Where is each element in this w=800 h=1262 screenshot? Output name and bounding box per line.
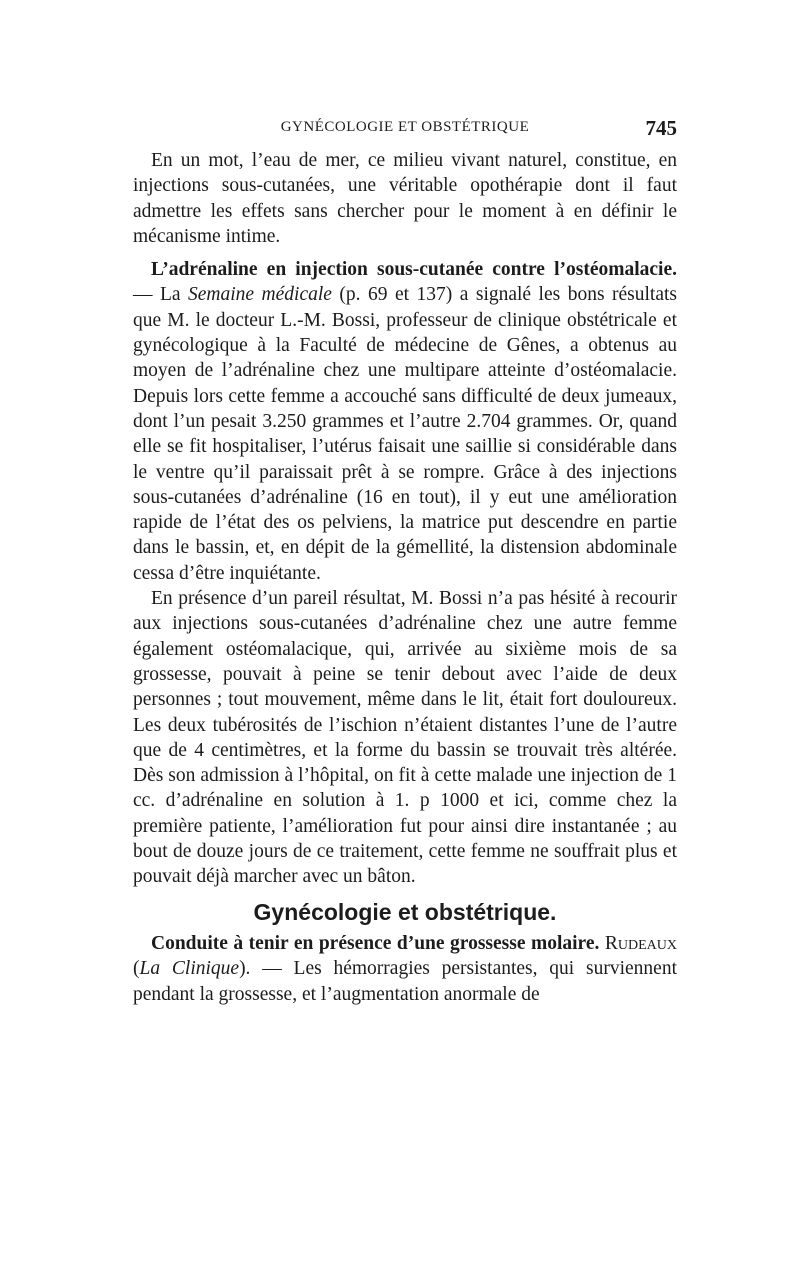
article-source: Semaine médicale [188,284,332,306]
article-title: L’adrénaline en injection sous-cutanée contre l’ostéomalacie. [151,259,677,281]
running-header [133,116,677,140]
page-number: 745 [645,116,677,140]
source-paren-open: ( [133,958,140,980]
paragraph-eau-de-mer: En un mot, l’eau de mer, ce milieu vivant naturel, constitue, en injections sous-cutanées, une véritable opothérapie dont il faut admettre les effets sans chercher pour le moment à en définir le mécanisme intime. [133,150,677,247]
article-author: Rudeaux [599,932,677,954]
paragraph-second-case: En présence d’un pareil résultat, M. Bossi n’a pas hésité à recourir aux injections sous-cutanées d’adrénaline chez une autre femme également ostéomalacique, qui, arrivée au sixième mois de sa grossesse, pouvait à peine se tenir debout avec l’aide de deux personnes ; tout mouvement, même dans le lit, était fort douloureux. Les deux tubérosités de l’ischion n’étaient distantes l’une de l’autre que de 4 centimètres, et la forme du bassin se trouvait très altérée. Dès son admission à l’hôpital, on fit à cette malade une injection de 1 cc. d’adrénaline en solution à 1. p 1000 et ici, comme chez la première patiente, l’amélioration fut pour ainsi dire instantanée ; au bout de douze jours de ce traitement, cette femme ne souffrait plus et pouvait déjà marcher avec un bâton. [133,588,677,888]
article-source: La Clinique [139,958,240,980]
article-grossesse-molaire [133,931,677,1007]
article-dash: — La [133,284,189,306]
section-heading: Gynécologie et obstétrique. [253,898,557,925]
article-title: Conduite à tenir en présence d’une grossesse molaire. [151,932,600,954]
article-text: — Les hémorragies persistantes, qui surviennent pendant la grossesse, et l’augmentation anormale de [133,958,677,1005]
running-title: GYNÉCOLOGIE ET OBSTÉTRIQUE [280,119,530,135]
article-text: (p. 69 et 137) a signalé les bons résultats que M. le docteur L.-M. Bossi, professeur de clinique obstétricale et gynécologique à la Faculté de médecine de Gênes, a obtenus au moyen de l’adrénaline chez une multipare atteinte d’ostéomalacie. Depuis lors cette femme a accouché sans difficulté de deux jumeaux, dont l’un pesait 3.250 grammes et l’autre 2.704 grammes. Or, quand elle se fit hospitaliser, l’utérus faisait une saillie si considérable dans le ventre qu’il paraissait prêt à se rompre. Grâce à des injections sous-cutanées d’adrénaline (16 en tout), il y eut une amélioration rapide de l’état des os pelviens, la matrice put descendre en partie dans le bassin, et, en dépit de la gémellité, la distension abdominale cessa d’être inquiétante. [133,284,677,584]
article-adrenaline-osteomalacie [133,257,677,586]
source-paren-close: ). [239,958,251,980]
page-body [133,148,677,1007]
